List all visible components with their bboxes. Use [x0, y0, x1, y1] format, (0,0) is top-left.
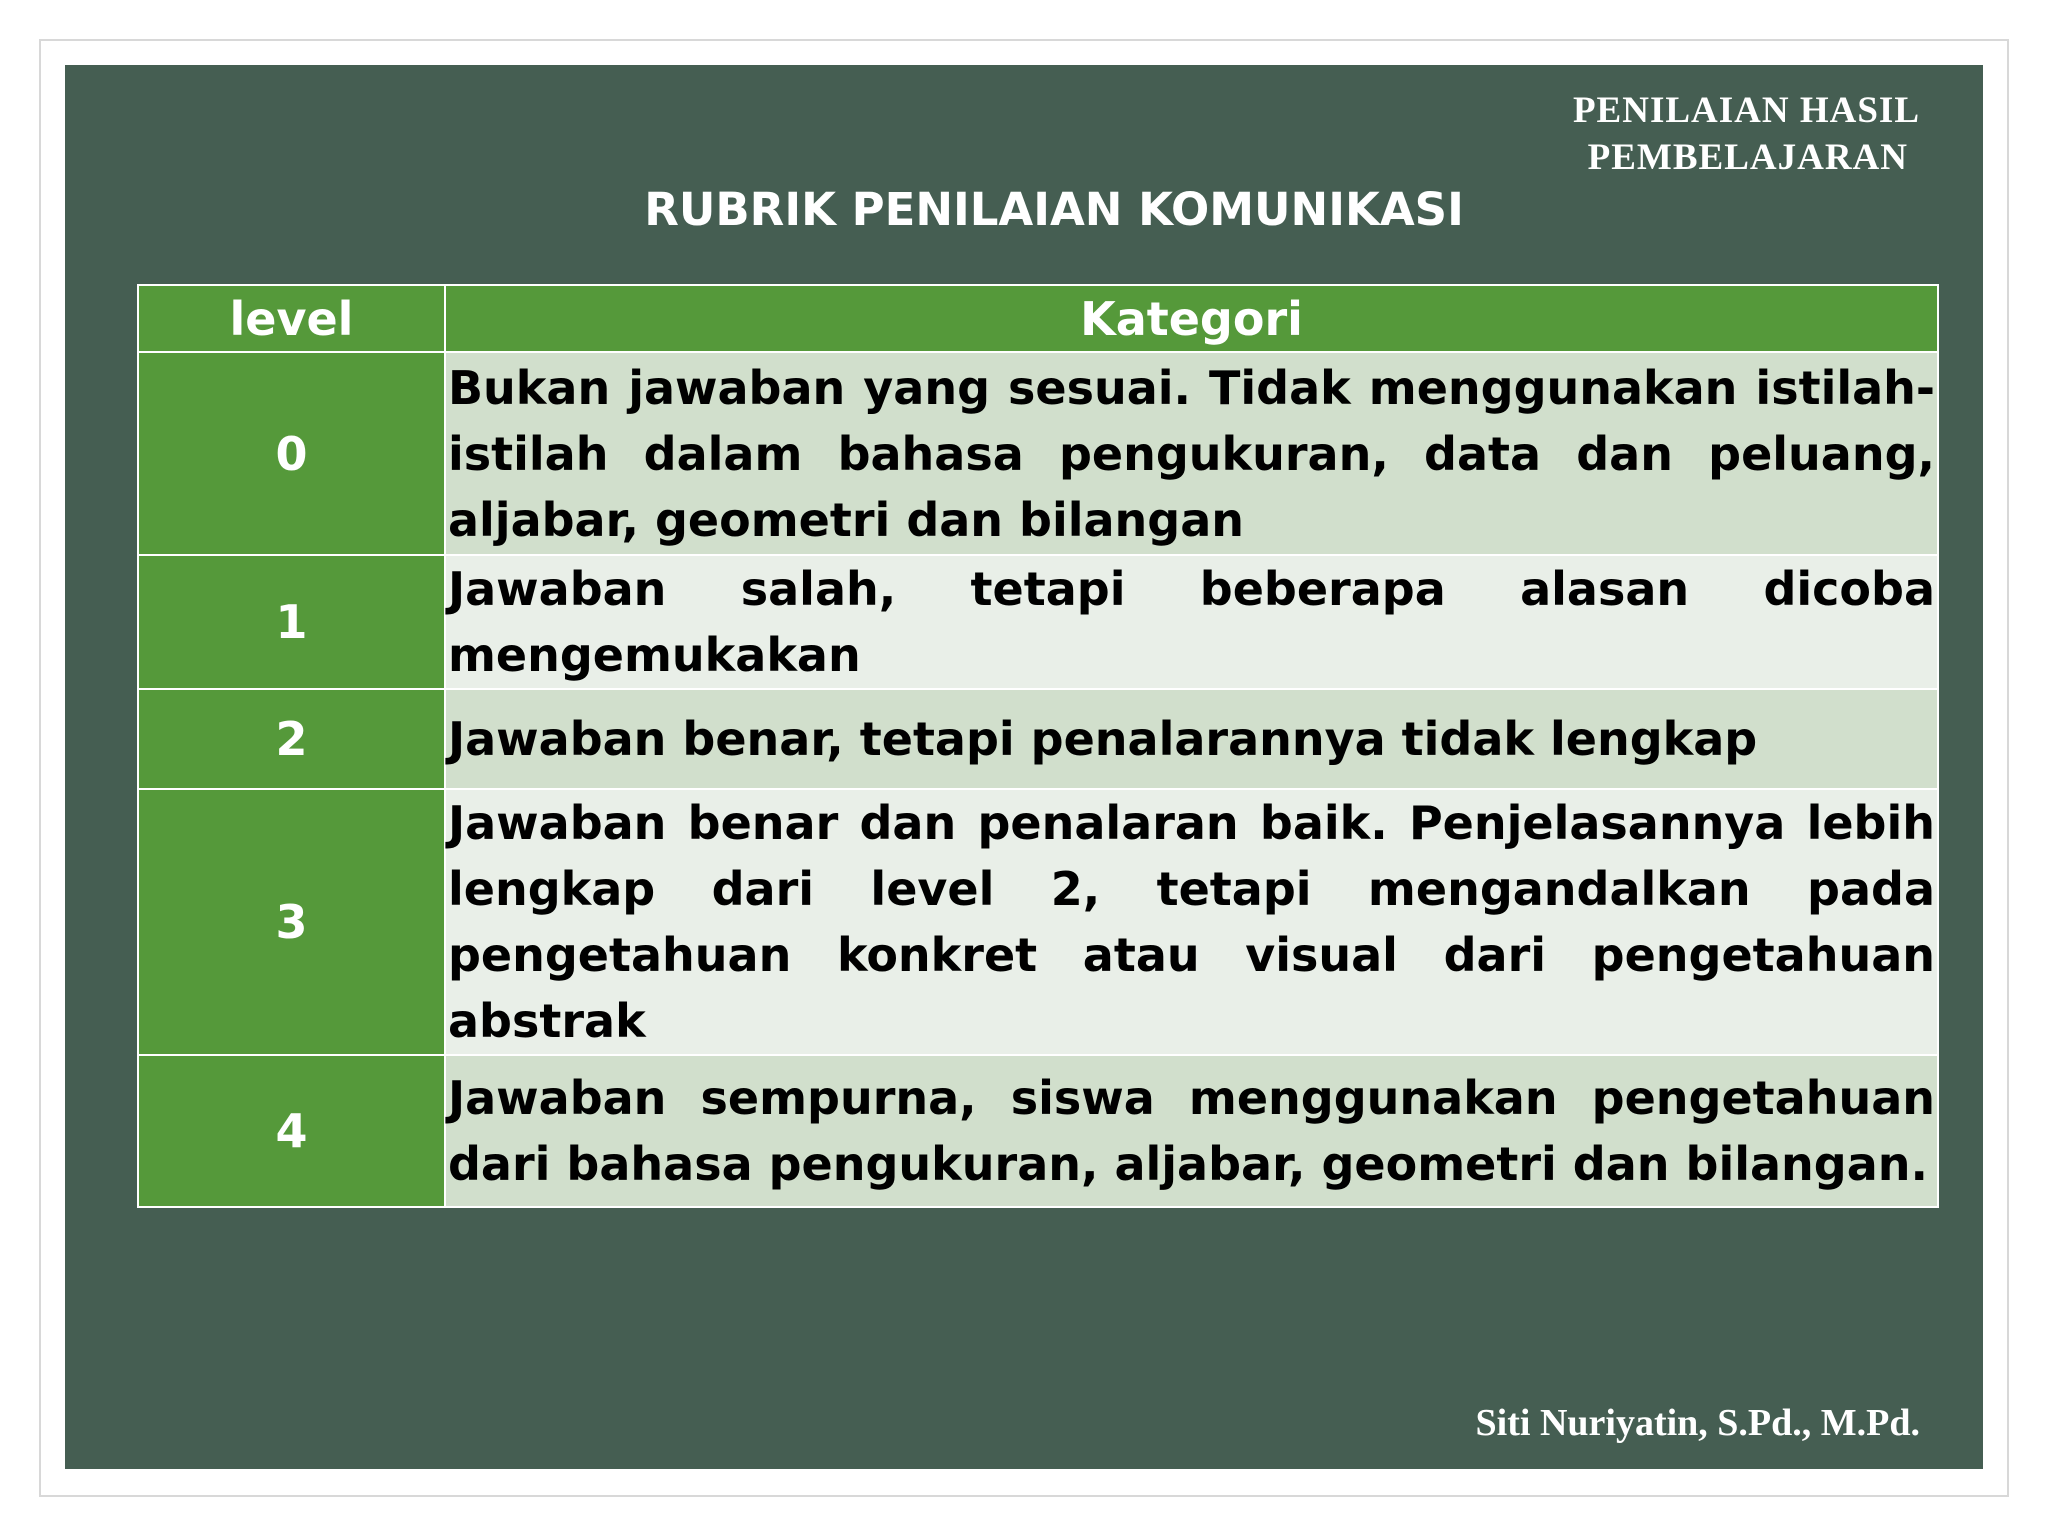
kategori-cell: Jawaban benar, tetapi penalarannya tidak lengkap: [445, 689, 1938, 789]
column-header-level: level: [138, 285, 445, 352]
slide-title: RUBRIK PENILAIAN KOMUNIKASI: [644, 183, 1464, 236]
level-cell: 2: [138, 689, 445, 789]
level-cell: 1: [138, 555, 445, 689]
slide: [65, 65, 1983, 1469]
table-row: [138, 1055, 1938, 1207]
kategori-cell: Jawaban benar dan penalaran baik. Penjelasannya lebih lengkap dari level 2, tetapi mengandalkan pada pengetahuan konkret atau visual dari pengetahuan abstrak: [445, 789, 1938, 1055]
level-cell: 4: [138, 1055, 445, 1207]
kategori-cell: Bukan jawaban yang sesuai. Tidak menggunakan istilah-istilah dalam bahasa pengukuran, data dan peluang, aljabar, geometri dan bilangan: [445, 352, 1938, 555]
table-row: [138, 352, 1938, 555]
table-row: [138, 689, 1938, 789]
header-line-1: PENILAIAN HASIL: [1572, 90, 1920, 131]
rubric-table: [137, 284, 1939, 1208]
table-header-row: [138, 285, 1938, 352]
level-cell: 3: [138, 789, 445, 1055]
table-row: [138, 555, 1938, 689]
author-credit: Siti Nuriyatin, S.Pd., M.Pd.: [1475, 1402, 1920, 1444]
level-cell: 0: [138, 352, 445, 555]
kategori-cell: Jawaban sempurna, siswa menggunakan pengetahuan dari bahasa pengukuran, aljabar, geometri dan bilangan.: [445, 1055, 1938, 1207]
kategori-cell: Jawaban salah, tetapi beberapa alasan dicoba mengemukakan: [445, 555, 1938, 689]
header-line-2: PEMBELAJARAN: [1587, 137, 1908, 178]
column-header-kategori: Kategori: [445, 285, 1938, 352]
slide-header: [1573, 87, 1920, 181]
table-row: [138, 789, 1938, 1055]
